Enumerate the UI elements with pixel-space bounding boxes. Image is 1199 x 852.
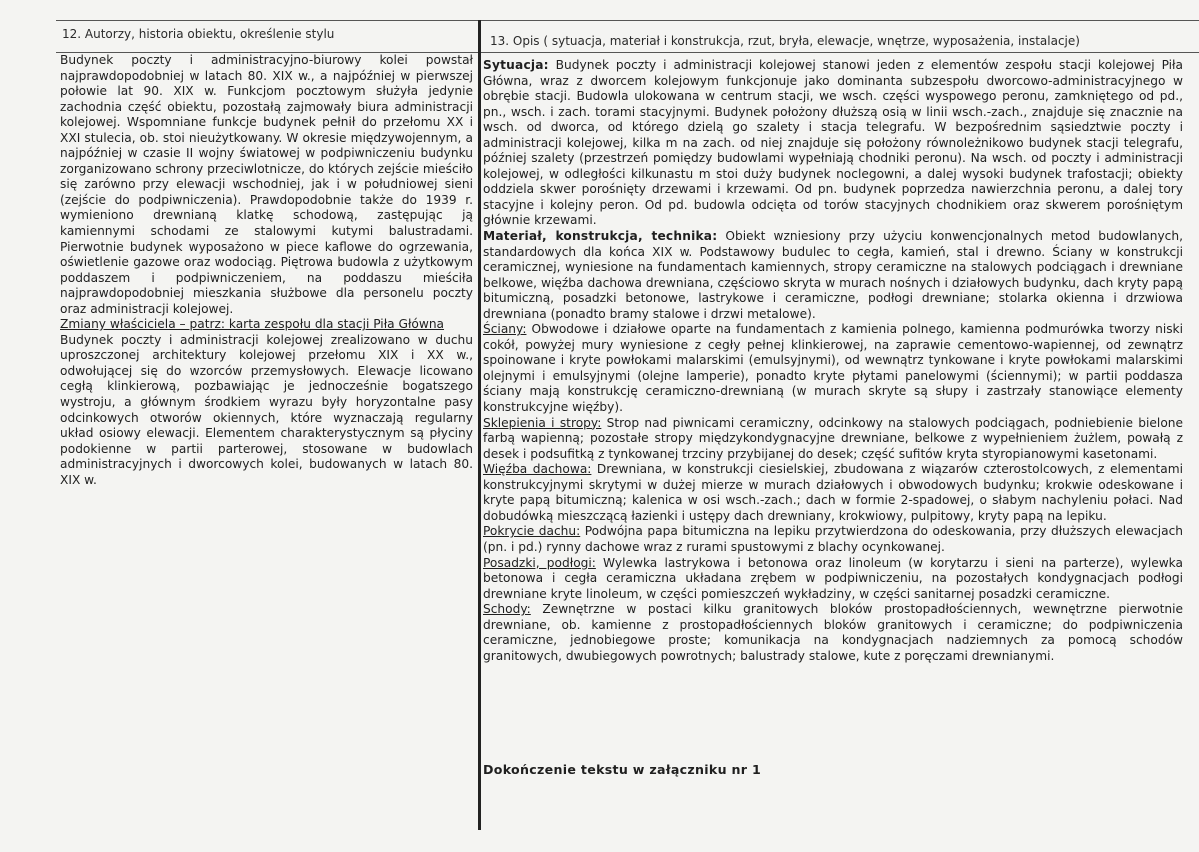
history-paragraph: Budynek poczty i administracyjno-biurowy kolei powstał najprawdopodobniej w latach 80. XIX w., a najpóźniej w pierwszej połowie lat 90. XIX w. Funkcjom pocztowym służyła jedynie zachodnia część obiektu, pozostałą zajmowały biura administracji kolejowej. Wspomniane funkcje budynek pełnił do przełomu XX i XXI stulecia, ob. stoi nieużytkowany. W okresie międzywojennym, a najpóźniej w czasie II wojny światowej w podpiwniczeniu budynku zorganizowano schrony przeciwlotnicze, do których zejście mieściło się zarówno przy elewacji wschodniej, jak i w południowej sieni (zejście do podpiwniczenia). Prawdopodobnie także do 1939 r. wymieniono drewnianą klatkę schodową, zastępując ją kamiennymi schodami ze stalowymi kutymi balustradami. Pierwotnie budynek wyposażono w piece kaflowe do ogrzewania, oświetlenie gazowe oraz wodociąg. Piętrowa budowla z użytkowym poddaszem i podpiwniczeniem, na poddaszu mieściła najprawdopodobniej mieszkania służbowe dla personelu poczty oraz administracji kolejowej. [60, 53, 473, 316]
section-12-heading: 12. Autorzy, historia obiektu, określenie stylu [62, 27, 335, 41]
history-column [60, 53, 473, 488]
walls-section [483, 322, 1183, 415]
floors-section [483, 556, 1183, 603]
truss-label: Więźba dachowa: [483, 462, 592, 477]
top-border-line [56, 20, 1199, 21]
column-divider-line [478, 20, 481, 830]
vaults-label: Sklepienia i stropy: [483, 415, 602, 430]
section-13-heading: 13. Opis ( sytuacja, materiał i konstrukcja, rzut, bryła, elewacje, wnętrze, wyposażenia, instalacje) [490, 34, 1080, 48]
stairs-section [483, 602, 1183, 664]
truss-text: Drewniana, w konstrukcji ciesielskiej, zbudowana z wiązarów czterostolcowych, z elementami konstrukcyjnymi skrytymi w dużej mierze w murach działowych i obwodowych budynku; krokwie odeskowane i kryte papą bitumiczną; kalenica w osi wsch.-zach.; dach w formie 2-spadowej, o słabym nachyleniu połaci. Nad dobudówką mieszczącą łazienki i ustępy dach drewniany, krokwiowy, pulpitowy, kryty papą na lepiku. [483, 462, 1183, 523]
owners-change-heading: Zmiany właściciela – patrz: karta zespołu dla stacji Piła Główna [60, 317, 445, 332]
material-label: Materiał, konstrukcja, technika: [483, 229, 718, 244]
material-text: Obiekt wzniesiony przy użyciu konwencjonalnych metod budowlanych, standardowych dla końca XIX w. Podstawowy budulec to cegła, kamień, stal i drewno. Ściany w konstrukcji ceramicznej, wyniesione na fundamentach kamiennych, stropy ceramiczne na stalowych podciągach i drewniane belkowe, więźba dachowa drewniana, częściowo skryta w murach nośnych i działowych budynku, dach kryty papą bitumiczną, posadzki betonowe, lastrykowe i ceramiczne, podłogi drewniane; stolarka okienna i drzwiowa drewniana (ponadto bramy stalowe i drzwi metalowe). [483, 229, 1183, 321]
truss-section [483, 462, 1183, 524]
situation-label: Sytuacja: [483, 58, 549, 72]
stairs-label: Schody: [483, 602, 531, 617]
situation-section [483, 58, 1183, 229]
roofing-label: Pokrycie dachu: [483, 524, 581, 539]
walls-text: Obwodowe i działowe oparte na fundamentach z kamienia polnego, kamienna podmurówka tworzy niski cokół, powyżej mury wyniesione z cegły pełnej klinkierowej, na zaprawie cementowo-wapiennej, od zewnątrz spoinowane i kryte powłokami malarskimi (emulsyjnymi), od wewnątrz tynkowane i kryte powłokami malarskimi olejnymi i emulsyjnymi (olejne lamperie), ponadto kryte płytami panelowymi (ściennymi); w partii poddasza ściany mają konstrukcję ceramiczno-drewnianą (w murach skryte są słupy i zastrzały stanowiące elementy konstrukcyjne więźby). [483, 322, 1183, 415]
floors-label: Posadzki, podłogi: [483, 555, 596, 570]
vaults-text: Strop nad piwnicami ceramiczny, odcinkowy na stalowych podciągach, podniebienie bielone farbą wapienną; pozostałe stropy międzykondygnacyjne drewniane, belkowe z wypełnieniem żużlem, powałą z desek i podsufitką z tynkowanej trzciny przybijanej do desek; część sufitów kryta styropianowymi kasetonami. [483, 415, 1183, 461]
continuation-note: Dokończenie tekstu w załączniku nr 1 [483, 762, 762, 777]
description-column [483, 58, 1183, 664]
walls-label: Ściany: [483, 322, 527, 337]
floors-text: Wylewka lastrykowa i betonowa oraz linoleum (w korytarzu i sieni na parterze), wylewka betonowa i cegła ceramiczna układana zrębem w podpiwniczeniu, na pozostałych kondygnacjach podłogi drewniane kryte linoleum, w części pomieszczeń wykładziny, w części sanitarnej posadzki ceramiczne. [483, 555, 1183, 601]
stairs-text: Zewnętrzne w postaci kilku granitowych bloków prostopadłościennych, wewnętrzne pierwotnie drewniane, ob. kamienne z prostopadłościennych bloków granitowych i ceramiczne; do podpiwniczenia ceramiczne, jednobiegowe proste; komunikacja na kondygnacjach nadziemnych za pomocą schodów granitowych, dwubiegowych powrotnych; balustrady stalowe, kute z poręczami drewnianymi. [483, 602, 1183, 663]
style-paragraph: Budynek poczty i administracji kolejowej zrealizowano w duchu uproszczonej architektury kolejowej przełomu XIX i XX w., odwołującej się do wzorców przemysłowych. Elewacje licowano cegłą klinkierową, pozbawiając je jednocześnie bogatszego wystroju, a głównym środkiem wyrazu były horyzontalne pasy odcinkowych otworów okiennych, które wyznaczają regularny układ osiowy elewacji. Elementem charakterystycznym są płyciny podokienne w partii parterowej, stosowane w budowlach administracyjnych i dworcowych kolei, budowanych w latach 80. XIX w. [60, 332, 473, 487]
material-section [483, 229, 1183, 322]
situation-text: Budynek poczty i administracji kolejowej stanowi jeden z elementów zespołu stacji kolejowej Piła Główna, wraz z dworcem kolejowym funkcjonuje jako dominanta subzespołu dworcowo-administracyjnego w obrębie stacji. Budowla ulokowana w centrum stacji, we wsch. części wyspowego peronu, zamkniętego od pd., pn., wsch. i zach. torami stacyjnymi. Budynek położony dłuższą osią w linii wsch.-zach., znajduje się znacznie na wsch. od dworca, od którego dzielą go szalety i stacja telegrafu. W bezpośrednim sąsiedztwie poczty i administracji kolejowej, kilka m na zach. od niej znajduje się położony równoleżnikowo budynek stacji telegrafu, później szalety (przestrzeń pomiędzy budowlami wypełniają chodniki peronu). Na wsch. od poczty i administracji kolejowej, w odległości kilkunastu m stoi duży budynek noclegowni, a dalej wysoki budynek trafostacji; obiekty oddziela skwer porośnięty drzewami i krzewami. Od pn. budynek poprzedza nawierzchnia peronu, a dalej tory stacyjne i kolejny peron. Od pd. budowla odcięta od torów stacyjnych chodnikiem oraz skwerem porośniętym głównie krzewami. [483, 58, 1183, 228]
roofing-text: Podwójna papa bitumiczna na lepiku przytwierdzona do odeskowania, przy dłuższych elewacjach (pn. i pd.) rynny dachowe wraz z rurami spustowymi z blachy ocynkowanej. [483, 524, 1183, 554]
roofing-section [483, 524, 1183, 555]
vaults-section [483, 416, 1183, 463]
